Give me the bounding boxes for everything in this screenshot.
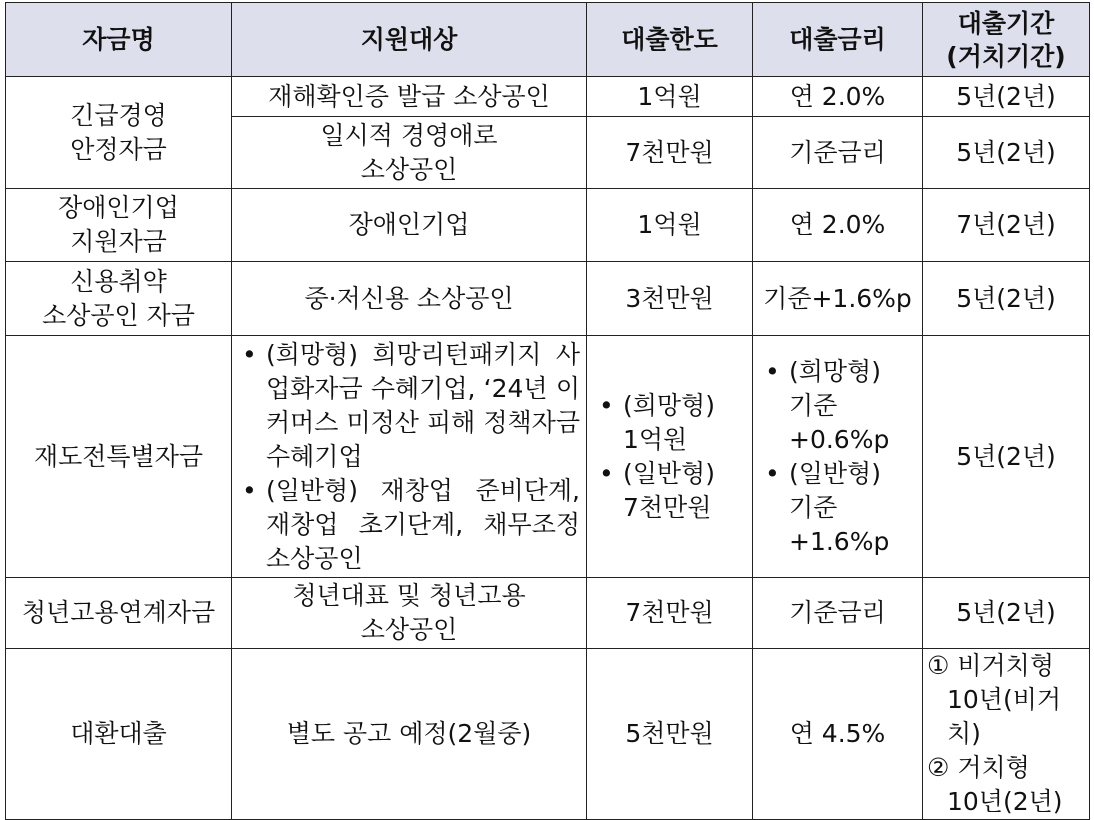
table-row bbox=[6, 262, 1090, 336]
list-item: • (일반형) 재창업 준비단계, 재창업 초기단계, 채무조정 소상공인 bbox=[238, 474, 580, 576]
list-item bbox=[761, 457, 916, 559]
header-loan-limit: 대출한도 bbox=[587, 3, 753, 77]
list-item bbox=[761, 355, 916, 457]
loan-term bbox=[923, 649, 1090, 820]
item-value: 기준+1.6%p bbox=[789, 492, 890, 556]
list-item: • (희망형) 희망리턴패키지 사업화자금 수혜기업, ‘24년 이커머스 미정산 피해 정책자금 수혜기업 bbox=[238, 338, 580, 474]
fund-name: 청년고용연계자금 bbox=[6, 578, 232, 649]
target-bullet-list bbox=[238, 338, 580, 576]
item-type: • (일반형) bbox=[789, 458, 881, 488]
table-row bbox=[6, 649, 1090, 820]
fund-name: 장애인기업 지원자금 bbox=[6, 189, 232, 262]
list-item bbox=[595, 457, 746, 525]
loan-limit: 3천만원 bbox=[587, 262, 753, 336]
interest-rate: 기준금리 bbox=[753, 578, 923, 649]
loan-term: 5년(2년) bbox=[923, 336, 1090, 578]
table-row bbox=[6, 578, 1090, 649]
target: 별도 공고 예정(2월중) bbox=[232, 649, 587, 820]
option-marker: ① bbox=[927, 651, 950, 680]
item-value: 1억원 bbox=[623, 424, 688, 454]
loan-term: 5년(2년) bbox=[923, 117, 1090, 189]
table-row bbox=[6, 77, 1090, 117]
target: 일시적 경영애로 소상공인 bbox=[232, 117, 587, 189]
loan-term: 5년(2년) bbox=[923, 262, 1090, 336]
header-loan-term: 대출기간 (거치기간) bbox=[923, 3, 1090, 77]
option-marker: ② bbox=[927, 753, 950, 782]
interest-rate bbox=[753, 336, 923, 578]
term-option bbox=[927, 751, 1087, 819]
item-value: 기준+0.6%p bbox=[789, 390, 890, 454]
table-row bbox=[6, 189, 1090, 262]
loan-term: 5년(2년) bbox=[923, 578, 1090, 649]
interest-rate: 연 2.0% bbox=[753, 77, 923, 117]
option-value: 10년(비거치) bbox=[947, 685, 1062, 748]
loan-term: 7년(2년) bbox=[923, 189, 1090, 262]
loan-term: 5년(2년) bbox=[923, 77, 1090, 117]
limit-bullet-list bbox=[595, 389, 746, 525]
interest-rate: 기준금리 bbox=[753, 117, 923, 189]
option-value: 10년(2년) bbox=[947, 787, 1063, 816]
header-target: 지원대상 bbox=[232, 3, 587, 77]
fund-name: 대환대출 bbox=[6, 649, 232, 820]
option-type: 비거치형 bbox=[957, 651, 1054, 680]
loan-limit: 5천만원 bbox=[587, 649, 753, 820]
loan-limit: 7천만원 bbox=[587, 117, 753, 189]
fund-name: 긴급경영 안정자금 bbox=[6, 77, 232, 189]
target bbox=[232, 336, 587, 578]
target: 청년대표 및 청년고용 소상공인 bbox=[232, 578, 587, 649]
table-row bbox=[6, 336, 1090, 578]
item-type: • (희망형) bbox=[789, 356, 881, 386]
target: 중·저신용 소상공인 bbox=[232, 262, 587, 336]
option-type: 거치형 bbox=[957, 753, 1030, 782]
header-row bbox=[6, 3, 1090, 77]
fund-name: 재도전특별자금 bbox=[6, 336, 232, 578]
fund-name: 신용취약 소상공인 자금 bbox=[6, 262, 232, 336]
loan-limit bbox=[587, 336, 753, 578]
header-interest-rate: 대출금리 bbox=[753, 3, 923, 77]
interest-rate: 연 4.5% bbox=[753, 649, 923, 820]
interest-rate: 연 2.0% bbox=[753, 189, 923, 262]
list-item bbox=[595, 389, 746, 457]
item-value: 7천만원 bbox=[623, 492, 712, 522]
header-fund-name: 자금명 bbox=[6, 3, 232, 77]
interest-rate: 기준+1.6%p bbox=[753, 262, 923, 336]
loan-fund-table bbox=[5, 2, 1090, 820]
term-option bbox=[927, 649, 1087, 751]
loan-limit: 7천만원 bbox=[587, 578, 753, 649]
item-type: • (희망형) bbox=[623, 390, 715, 420]
loan-limit: 1억원 bbox=[587, 189, 753, 262]
item-type: • (일반형) bbox=[623, 458, 715, 488]
target: 재해확인증 발급 소상공인 bbox=[232, 77, 587, 117]
loan-limit: 1억원 bbox=[587, 77, 753, 117]
rate-bullet-list bbox=[761, 355, 916, 559]
target: 장애인기업 bbox=[232, 189, 587, 262]
